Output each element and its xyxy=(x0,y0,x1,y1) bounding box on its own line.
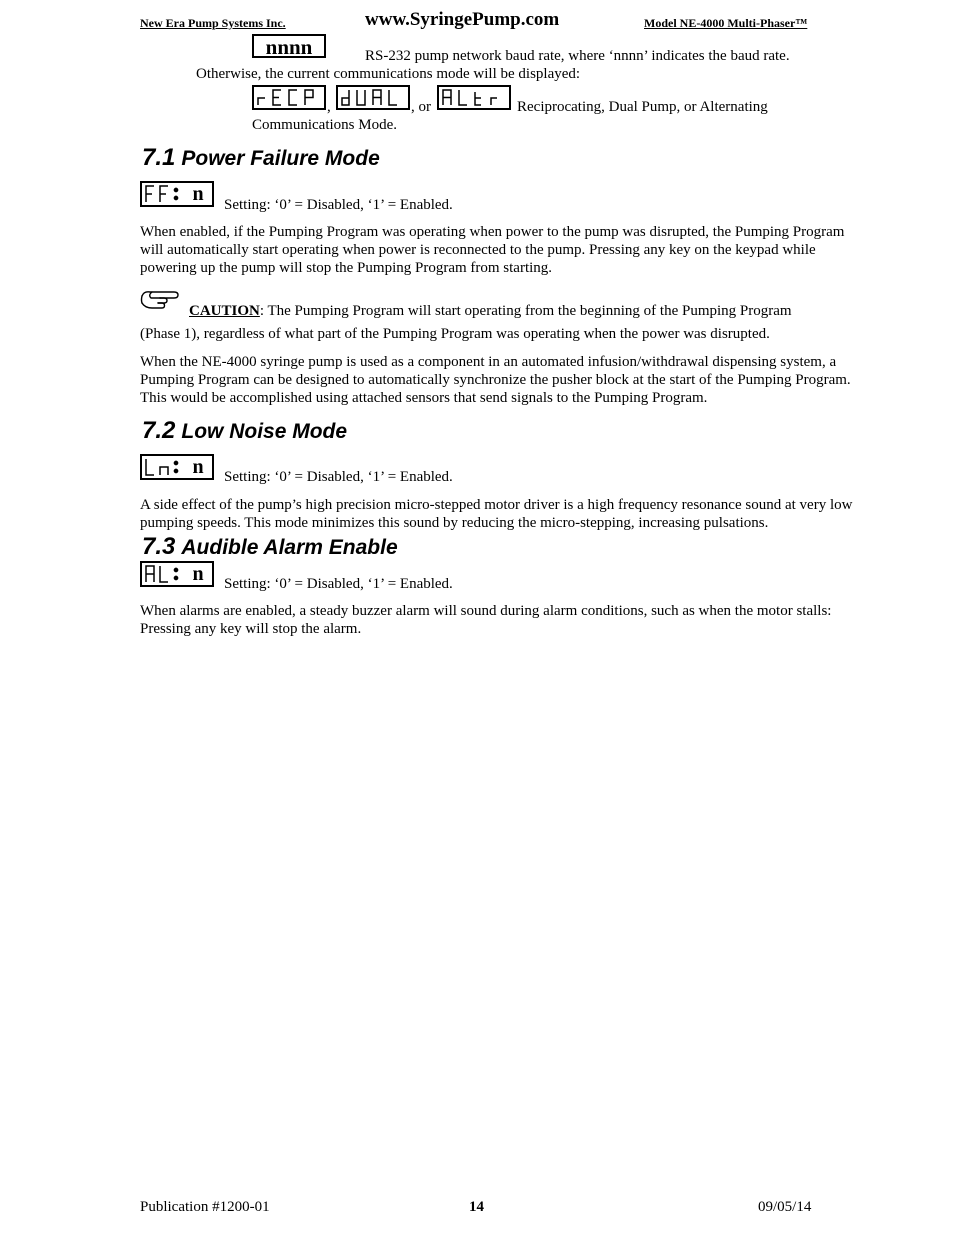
footer-publication: Publication #1200-01 xyxy=(140,1199,270,1215)
lcd-pf-value: n xyxy=(192,182,204,205)
header-website: www.SyringePump.com xyxy=(365,9,560,30)
comm-modes-description-2: Communications Mode. xyxy=(252,117,397,133)
baud-display-box: nnnn xyxy=(252,34,326,58)
caution-text-2: (Phase 1), regardless of what part of the Pumping Program was operating when the power was disrupted. xyxy=(140,326,770,342)
comm-mode-intro: Otherwise, the current communications mode will be displayed: xyxy=(196,66,581,82)
section-title: Audible Alarm Enable xyxy=(181,536,398,559)
paragraph-low-noise: A side effect of the pump’s high precision micro-stepped motor driver is a high frequency resonance sound at very low pumping speeds. This mode minimizes this sound by reducing the micro-stepping, increasing pulsations. xyxy=(140,497,853,531)
sep-or: , or xyxy=(411,99,431,115)
section-number: 7.3 xyxy=(142,533,176,560)
lcd-dual-display xyxy=(336,85,410,110)
section-heading-audible-alarm xyxy=(142,534,398,561)
lcd-altr-display xyxy=(437,85,511,110)
header-model: Model NE-4000 Multi-Phaser™ xyxy=(644,16,808,30)
setting-power-failure: Setting: ‘0’ = Disabled, ‘1’ = Enabled. xyxy=(224,197,453,213)
lcd-al-value: n xyxy=(192,562,204,585)
setting-low-noise: Setting: ‘0’ = Disabled, ‘1’ = Enabled. xyxy=(224,469,453,485)
section-title: Power Failure Mode xyxy=(181,147,380,170)
section-title: Low Noise Mode xyxy=(181,420,348,443)
pointing-hand-icon xyxy=(140,288,180,317)
section-heading-power-failure xyxy=(142,145,380,172)
header-company: New Era Pump Systems Inc. xyxy=(140,16,286,30)
section-number: 7.2 xyxy=(142,417,176,444)
lcd-ln-display xyxy=(140,454,214,480)
paragraph-audible-alarm: When alarms are enabled, a steady buzzer alarm will sound during alarm conditions, such as when the motor stalls: Pressing any key will stop the alarm. xyxy=(140,603,832,637)
lcd-al-display xyxy=(140,561,214,587)
baud-description: RS-232 pump network baud rate, where ‘nnnn’ indicates the baud rate. xyxy=(365,48,790,64)
footer-date: 09/05/14 xyxy=(758,1199,812,1215)
caution-line xyxy=(189,302,792,320)
lcd-pf-display xyxy=(140,181,214,207)
sep-comma: , xyxy=(327,99,331,115)
lcd-ln-value: n xyxy=(192,455,204,478)
paragraph-automation: When the NE-4000 syringe pump is used as a component in an automated infusion/withdrawal dispensing system, a Pumping Program can be designed to automatically synchronize the pusher block at the start of the Pumping Program. This would be accomplished using attached sensors that send signals to the Pumping Program. xyxy=(140,354,851,406)
section-heading-low-noise xyxy=(142,418,347,445)
caution-text: : The Pumping Program will start operating from the beginning of the Pumping Program xyxy=(259,303,792,319)
paragraph-power-failure: When enabled, if the Pumping Program was operating when power to the pump was disrupted, the Pumping Program will automatically start operating when power is reconnected to the pump. Pressing any key on the keypad while powering up the pump will stop the Pumping Program from starting. xyxy=(140,224,845,276)
section-number: 7.1 xyxy=(142,144,176,171)
setting-audible-alarm: Setting: ‘0’ = Disabled, ‘1’ = Enabled. xyxy=(224,576,453,592)
footer-page-number: 14 xyxy=(469,1199,484,1215)
comm-modes-description: Reciprocating, Dual Pump, or Alternating xyxy=(517,99,768,115)
caution-label: CAUTION xyxy=(189,303,260,319)
lcd-recp-display xyxy=(252,85,326,110)
